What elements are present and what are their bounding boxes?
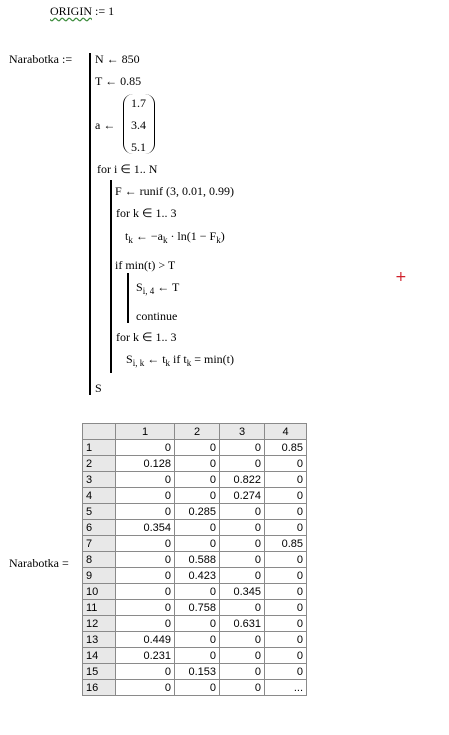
row-header[interactable]: 12 [83,616,116,632]
crosshair-cursor-icon: + [395,269,407,285]
table-row [83,616,307,632]
matrix-cell[interactable]: 0 [175,632,220,648]
matrix-cell[interactable]: 0.153 [175,664,220,680]
matrix-cell[interactable]: 0 [175,520,220,536]
line-tk-assign[interactable] [125,229,225,245]
tk-t: t [125,229,129,243]
sik-if: if t [170,352,187,366]
origin-variable: ORIGIN [50,4,92,18]
line-n-assign[interactable]: N ← 850 [95,52,140,66]
row-header[interactable]: 7 [83,536,116,552]
vector-a-value-2: 3.4 [131,118,146,132]
origin-assign: := [95,4,106,18]
line-for-k-2[interactable]: for k ∈ 1.. 3 [116,330,177,344]
matrix-cell[interactable]: 0.423 [175,568,220,584]
matrix-cell[interactable]: 0 [116,552,175,568]
sik-end: = min(t) [191,352,234,366]
matrix-cell[interactable]: 0 [116,568,175,584]
matrix-cell[interactable]: 0.274 [220,488,265,504]
matrix-cell[interactable]: 0 [265,504,307,520]
tk-sub2: k [162,235,168,245]
row-header[interactable]: 5 [83,504,116,520]
matrix-cell[interactable]: ... [265,680,307,696]
matrix-cell[interactable]: 0 [175,488,220,504]
matrix-cell[interactable]: 0.345 [220,584,265,600]
tk-sub: k [128,235,133,245]
line-f-runif[interactable]: F ← runif (3, 0.01, 0.99) [115,184,234,198]
row-header[interactable]: 8 [83,552,116,568]
vector-a-value-1: 1.7 [131,96,146,110]
matrix-cell[interactable]: 0 [265,664,307,680]
row-header[interactable]: 1 [83,440,116,456]
matrix-cell[interactable]: 0 [116,600,175,616]
table-row [83,552,307,568]
row-header[interactable]: 16 [83,680,116,696]
tk-end: ) [220,229,225,243]
tk-ln: · ln(1 − F [167,229,217,243]
matrix-cell[interactable]: 0 [265,472,307,488]
table-row [83,584,307,600]
matrix-cell[interactable]: 0.85 [265,536,307,552]
matrix-cell[interactable]: 0 [265,568,307,584]
program-bar-for-i [110,180,112,373]
table-corner-cell [83,424,116,440]
s-i4-sub: i, 4 [142,286,155,296]
matrix-cell[interactable]: 0 [220,504,265,520]
matrix-cell[interactable]: 0.588 [175,552,220,568]
table-row [83,520,307,536]
table-row [83,472,307,488]
line-continue[interactable]: continue [136,309,178,323]
table-row [83,504,307,520]
matrix-cell[interactable]: 0 [265,520,307,536]
s-i4-rest: ← T [154,280,180,294]
line-sik-assign[interactable] [126,352,234,368]
matrix-cell[interactable]: 0.354 [116,520,175,536]
matrix-cell[interactable]: 0 [116,664,175,680]
row-header[interactable]: 6 [83,520,116,536]
sik-mid: ← t [144,352,166,366]
row-header[interactable]: 15 [83,664,116,680]
sik-s: S [126,352,133,366]
matrix-cell[interactable]: 0 [265,616,307,632]
matrix-cell[interactable]: 0 [116,680,175,696]
sik-sub2: k [165,358,171,368]
program-assign: := [61,52,73,66]
matrix-cell[interactable]: 0 [220,520,265,536]
matrix-cell[interactable]: 0 [175,616,220,632]
program-definition-label[interactable] [9,52,72,67]
table-header-row [83,424,307,440]
table-row [83,536,307,552]
matrix-cell[interactable]: 0 [265,600,307,616]
matrix-cell[interactable]: 0 [116,440,175,456]
matrix-cell[interactable]: 0 [175,456,220,472]
matrix-cell[interactable]: 0 [175,584,220,600]
matrix-cell[interactable]: 0 [220,552,265,568]
line-if-min[interactable]: if min(t) > T [115,258,176,272]
matrix-cell[interactable]: 0 [265,552,307,568]
matrix-cell[interactable]: 0 [220,648,265,664]
tk-mid: ← −a [132,229,163,243]
column-header[interactable]: 4 [265,424,307,440]
program-bar-if [127,273,129,323]
matrix-cell[interactable]: 0 [116,472,175,488]
matrix-cell[interactable]: 0 [116,616,175,632]
line-return-s[interactable]: S [95,381,102,395]
table-row [83,440,307,456]
matrix-cell[interactable]: 0 [265,648,307,664]
matrix-cell[interactable]: 0 [265,584,307,600]
matrix-cell[interactable]: 0 [220,600,265,616]
program-bar-outer [89,53,91,395]
matrix-cell[interactable]: 0 [175,472,220,488]
matrix-cell[interactable]: 0 [116,504,175,520]
origin-value: 1 [108,4,115,18]
matrix-cell[interactable]: 0.822 [220,472,265,488]
s-i4-s: S [136,280,143,294]
vector-a-value-3: 5.1 [131,140,146,154]
sik-sub: i, k [132,358,145,368]
result-matrix-table[interactable] [82,423,307,696]
matrix-cell[interactable]: 0 [116,488,175,504]
tk-sub3: k [216,235,221,245]
table-row [83,648,307,664]
row-header[interactable]: 10 [83,584,116,600]
table-row [83,568,307,584]
line-for-k-1[interactable]: for k ∈ 1.. 3 [116,206,177,220]
matrix-cell[interactable]: 0.231 [116,648,175,664]
row-header[interactable]: 4 [83,488,116,504]
matrix-cell[interactable]: 0 [220,536,265,552]
column-header[interactable]: 2 [175,424,220,440]
program-name: Narabotka [9,52,59,66]
matrix-cell[interactable]: 0 [220,456,265,472]
column-header[interactable]: 3 [220,424,265,440]
matrix-cell[interactable]: 0.449 [116,632,175,648]
table-row [83,680,307,696]
row-header[interactable]: 2 [83,456,116,472]
matrix-cell[interactable]: 0 [116,584,175,600]
matrix-cell[interactable]: 0 [265,456,307,472]
line-t-assign[interactable]: T ← 0.85 [95,74,142,88]
line-s-i4-assign[interactable] [136,280,179,296]
matrix-cell[interactable]: 0.85 [265,440,307,456]
matrix-cell[interactable]: 0.631 [220,616,265,632]
row-header[interactable]: 3 [83,472,116,488]
sik-sub3: k [186,358,192,368]
row-header[interactable]: 14 [83,648,116,664]
table-row [83,600,307,616]
matrix-cell[interactable]: 0 [116,536,175,552]
line-a-assign[interactable]: a ← [95,118,116,132]
matrix-cell[interactable]: 0 [175,680,220,696]
matrix-cell[interactable]: 0 [175,536,220,552]
origin-definition[interactable] [50,4,114,19]
matrix-cell[interactable]: 0 [265,488,307,504]
matrix-cell[interactable]: 0 [220,440,265,456]
matrix-cell[interactable]: 0 [220,664,265,680]
table-row [83,632,307,648]
matrix-cell[interactable]: 0 [220,632,265,648]
matrix-cell[interactable]: 0.758 [175,600,220,616]
row-header[interactable]: 9 [83,568,116,584]
matrix-cell[interactable]: 0 [175,648,220,664]
row-header[interactable]: 11 [83,600,116,616]
matrix-cell[interactable]: 0 [265,632,307,648]
matrix-cell[interactable]: 0 [220,568,265,584]
matrix-cell[interactable]: 0.285 [175,504,220,520]
table-row [83,664,307,680]
result-label[interactable]: Narabotka = [9,556,69,570]
matrix-cell[interactable]: 0.128 [116,456,175,472]
line-for-i[interactable]: for i ∈ 1.. N [97,162,158,176]
table-row [83,456,307,472]
column-header[interactable]: 1 [116,424,175,440]
matrix-cell[interactable]: 0 [220,680,265,696]
table-row [83,488,307,504]
row-header[interactable]: 13 [83,632,116,648]
matrix-cell[interactable]: 0 [175,440,220,456]
